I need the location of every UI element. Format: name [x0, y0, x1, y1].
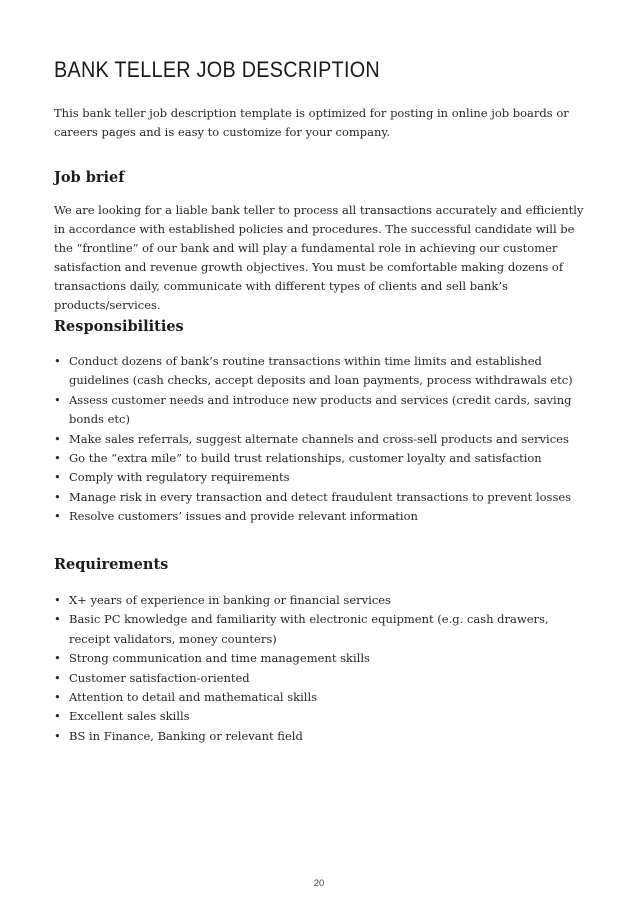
list-item-text: Conduct dozens of bank’s routine transactions within time limits and established guidelines (cash checks, accept deposits and loan payments, process withdrawals etc)	[69, 354, 573, 388]
responsibilities-list	[54, 352, 586, 527]
list-item	[54, 391, 586, 430]
list-item	[54, 468, 586, 487]
list-item-text: Customer satisfaction-oriented	[69, 670, 250, 685]
bullet-icon: •	[54, 728, 61, 743]
list-item-text: Go the “extra mile” to build trust relationships, customer loyalty and satisfaction	[69, 451, 542, 466]
job-brief-heading: Job brief	[54, 169, 125, 186]
bullet-icon: •	[54, 489, 61, 504]
list-item-text: Assess customer needs and introduce new products and services (credit cards, saving bonds etc)	[69, 392, 572, 427]
responsibilities-heading: Responsibilities	[54, 318, 184, 335]
list-item	[54, 352, 586, 391]
bullet-icon: •	[54, 690, 61, 705]
list-item	[54, 507, 586, 526]
bullet-icon: •	[54, 651, 61, 666]
job-brief-paragraph: We are looking for a liable bank teller to process all transactions accurately and efficiently in accordance with established policies and procedures. The successful candidate will be the “frontline” of our bank and will play a fundamental role in achieving our customer satisfaction and revenue growth objectives. You must be comfortable making dozens of transactions daily, communicate with different types of clients and sell bank’s products/services.	[54, 203, 584, 312]
bullet-icon: •	[54, 354, 61, 368]
list-item-text: Manage risk in every transaction and detect fraudulent transactions to prevent losses	[69, 489, 572, 504]
bullet-icon: •	[54, 612, 61, 627]
document-title: BANK TELLER JOB DESCRIPTION	[54, 57, 381, 82]
list-item-text: Resolve customers’ issues and provide relevant information	[69, 509, 418, 524]
bullet-icon: •	[54, 451, 61, 466]
list-item	[54, 488, 586, 507]
list-item	[54, 649, 586, 668]
list-item	[54, 688, 586, 707]
list-item	[54, 430, 586, 449]
list-item-text: Comply with regulatory requirements	[69, 470, 290, 485]
list-item	[54, 707, 586, 726]
bullet-icon: •	[54, 509, 61, 524]
requirements-list	[54, 591, 586, 746]
list-item	[54, 669, 586, 688]
bullet-icon: •	[54, 392, 61, 407]
list-item	[54, 591, 586, 610]
list-item	[54, 610, 586, 649]
list-item-text: Basic PC knowledge and familiarity with electronic equipment (e.g. cash drawers, receipt validators, money counters)	[69, 612, 549, 646]
page-number: 20	[313, 878, 325, 889]
bullet-icon: •	[54, 431, 61, 446]
list-item-text: Make sales referrals, suggest alternate channels and cross-sell products and services	[69, 431, 569, 446]
list-item	[54, 449, 586, 468]
bullet-icon: •	[54, 593, 61, 607]
list-item-text: X+ years of experience in banking or financial services	[69, 593, 391, 607]
list-item-text: BS in Finance, Banking or relevant field	[69, 728, 303, 743]
bullet-icon: •	[54, 670, 61, 685]
list-item-text: Excellent sales skills	[69, 709, 190, 724]
list-item	[54, 727, 586, 746]
bullet-icon: •	[54, 470, 61, 485]
list-item-text: Attention to detail and mathematical skills	[69, 690, 318, 705]
list-item-text: Strong communication and time management skills	[69, 651, 370, 666]
intro-paragraph: This bank teller job description template is optimized for posting in online job boards or careers pages and is easy to customize for your company.	[54, 106, 569, 139]
bullet-icon: •	[54, 709, 61, 724]
requirements-heading: Requirements	[54, 556, 169, 573]
